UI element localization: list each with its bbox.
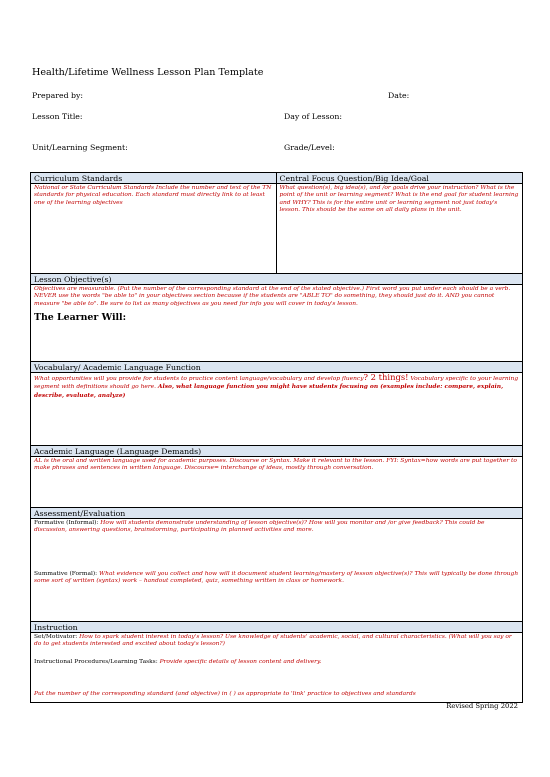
formative-text: [31, 519, 522, 536]
summative-description: What evidence will you collect and how will it document student learning/mastery of lesson objective(s)? This will typically be done through some sort of written (syntax) work – handout completed, quiz, something written in class or homework.: [34, 570, 519, 585]
grade-level-label: Grade/Level:: [284, 143, 335, 152]
set-motivator-label: Set/Motivator:: [34, 634, 80, 640]
assessment-heading: Assessment/Evaluation: [31, 508, 522, 519]
summative-text: [31, 570, 522, 587]
academic-language-text: AL is the oral and written language used for academic purposes. Discourse or Syntax. Make it relevant to the lesson. FYI: Syntax=how words are put together to make phrases and sentences in written language. Discourse= interchange of ideas, mostly through conversation.: [34, 458, 517, 472]
summative-label: Summative (Formal):: [34, 570, 100, 577]
curriculum-standards-heading: Curriculum Standards: [31, 173, 276, 184]
vocabulary-two-things: ? 2 things!: [363, 372, 409, 382]
lesson-objectives-text: Objectives are measurable. (Put the number of the corresponding standard at the end of the stated objective.) First word you put under each should be a verb. NEVER use the words "be able to" in your objectives section because if the students are "ABLE TO" do something, they should just do it. AND you cannot measure "be able to". Be sure to list as many objectives as you need for info you will cover in today's lesson.: [34, 286, 511, 307]
assessment-section[interactable]: [31, 508, 522, 622]
formative-label: Formative (Informal):: [34, 520, 101, 526]
lesson-title-label: Lesson Title:: [32, 112, 83, 121]
procedures-text: [31, 658, 522, 667]
vocabulary-language-function: Also, what language function you might have students focusing on (examples include: compare, explain, describe, evaluate, analyze): [34, 383, 504, 399]
curriculum-standards-cell[interactable]: [31, 173, 277, 273]
prepared-by-label: Prepared by:: [32, 91, 84, 100]
procedures-description: Provide specific details of lesson content and delivery.: [159, 658, 322, 665]
lesson-objectives-section[interactable]: [31, 274, 522, 362]
standards-focus-row: [31, 173, 522, 274]
instruction-section[interactable]: [31, 622, 522, 703]
unit-segment-label: Unit/Learning Segment:: [32, 143, 128, 152]
date-label: Date:: [388, 91, 410, 100]
day-of-lesson-label: Day of Lesson:: [284, 112, 342, 121]
set-motivator-text: [31, 633, 522, 650]
formative-description: How will students demonstrate understanding of lesson objective(s)? How will you monitor and /or give feedback? This could be discussion, answering questions, brainstorming, participating in planned activities and more.: [34, 520, 485, 534]
revised-date: Revised Spring 2022: [446, 702, 518, 710]
learner-will-label: The Learner Will:: [34, 312, 127, 324]
curriculum-standards-text: National or State Curriculum Standards Include the number and text of the TN standards for physical education. Each standard must directly link to at least one of the learning objectives: [34, 185, 272, 206]
vocabulary-text-a: What opportunities will you provide for students to practice content language/vocabulary and develop fluency: [34, 376, 364, 382]
vocabulary-heading: Vocabulary/ Academic Language Function: [31, 362, 522, 373]
academic-language-heading: Academic Language (Language Demands): [31, 446, 522, 457]
central-focus-cell[interactable]: [277, 173, 523, 273]
set-motivator-description: How to spark student interest in today's lesson? Use knowledge of students' academic, social, and cultural characteristics. (What will you say or do to get students interested and excited about today's lesson?): [34, 634, 512, 648]
page-title: Health/Lifetime Wellness Lesson Plan Template: [32, 67, 264, 78]
instruction-heading: Instruction: [31, 622, 522, 633]
central-focus-heading: Central Focus Question/Big Idea/Goal: [277, 173, 523, 184]
lesson-objectives-heading: Lesson Objective(s): [31, 274, 522, 285]
vocabulary-text-b: Vocabulary specific to your learning segment with definitions should go here.: [34, 376, 519, 391]
lesson-plan-table: [30, 172, 523, 703]
standards-link-text: Put the number of the corresponding standard (and objective) in ( ) as appropriate to 'link' practice to objectives and standards: [34, 691, 416, 698]
vocabulary-text: [31, 373, 522, 401]
academic-language-section[interactable]: [31, 446, 522, 508]
central-focus-text: What question(s), big idea(s), and /or goals drive your instruction? What is the point of the unit or learning segment? What is the end goal for student learning and WHY? This is for the entire unit or learning segment not just today's lesson. This should be the same on all daily plans in the unit.: [279, 185, 519, 214]
vocabulary-section[interactable]: [31, 362, 522, 446]
procedures-label: Instructional Procedures/Learning Tasks:: [34, 658, 160, 665]
